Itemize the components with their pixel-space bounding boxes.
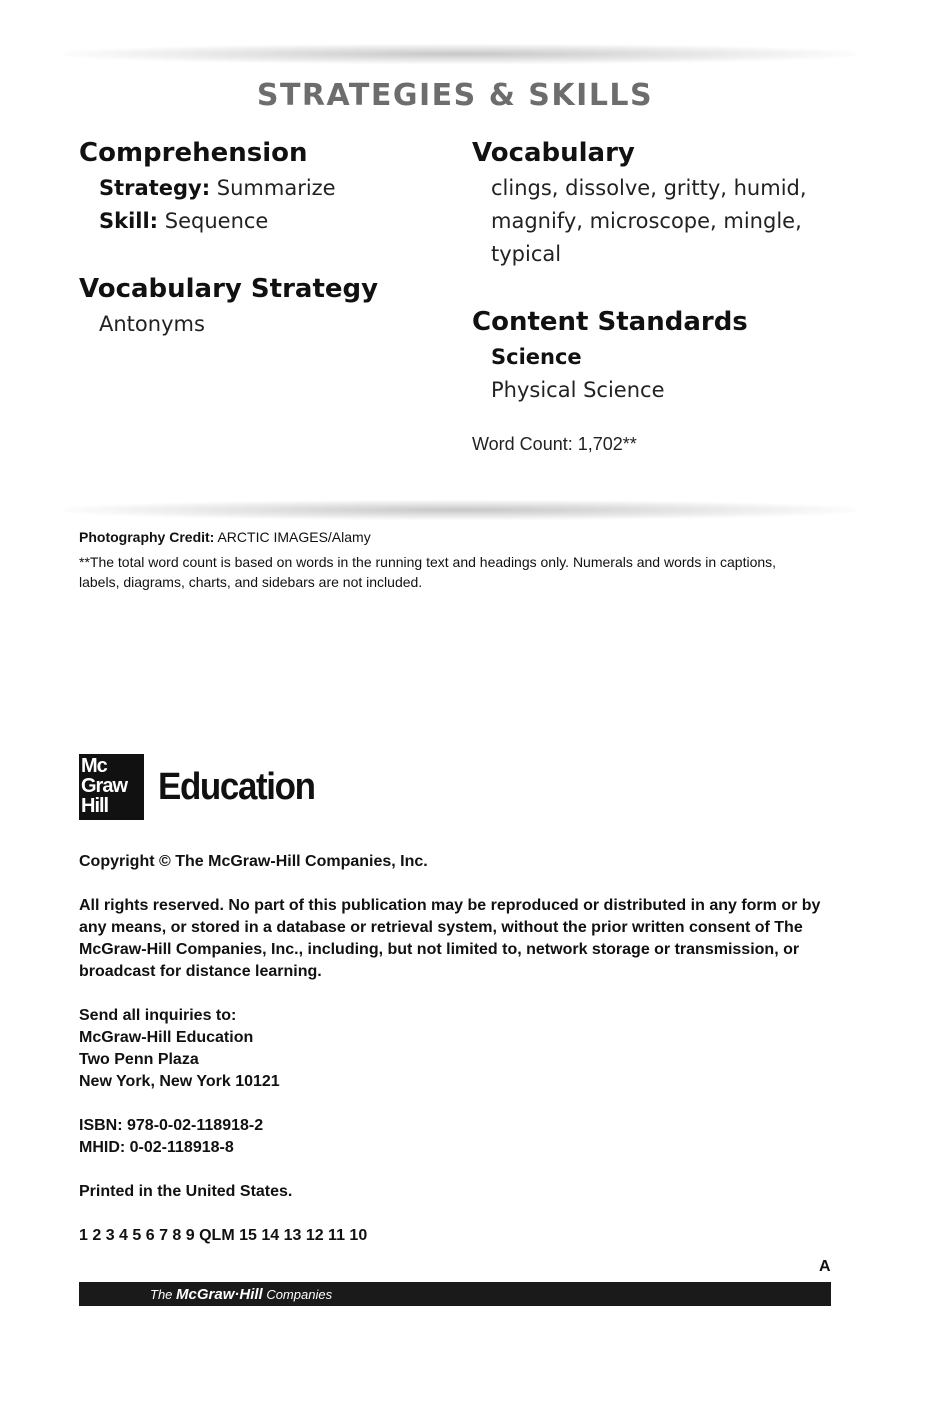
strategy-label: Strategy: [99, 176, 211, 200]
vocabulary-line-2: magnify, microscope, mingle, [491, 209, 802, 233]
page-letter: A [819, 1258, 831, 1275]
photo-credit-label: Photography Credit: [79, 529, 215, 545]
inquiries-address [79, 1005, 824, 1093]
vocabulary-line-1: clings, dissolve, gritty, humid, [491, 176, 807, 200]
content-standards-area: Physical Science [491, 378, 665, 402]
strategy-line [99, 172, 336, 205]
footer-brand: McGraw·Hill [176, 1286, 263, 1303]
footer-prefix: The [150, 1287, 177, 1302]
comprehension-heading: Comprehension [79, 138, 308, 168]
address-line-3: Two Penn Plaza [79, 1051, 199, 1068]
mcgraw-hill-logo [79, 754, 144, 820]
footer-company-name [150, 1286, 332, 1303]
word-count-note: **The total word count is based on words in the running text and headings only. Numerals and words in captions, labels, diagrams, charts, and sidebars are not included. [79, 554, 777, 590]
rights-statement: All rights reserved. No part of this publication may be reproduced or distributed in any form or by any means, or stored in a database or retrieval system, without the prior written consent of The McGraw-Hill Companies, Inc., including, but not limited to, network storage or transmission, or broadcast for distance learning. [79, 897, 821, 980]
mhid: MHID: 0-02-118918-8 [79, 1139, 234, 1156]
logo-line-hill: Hill [81, 795, 109, 817]
panel-title: STRATEGIES & SKILLS [256, 78, 654, 113]
strategy-value: Summarize [210, 176, 336, 200]
panel-top-shadow [65, 44, 855, 64]
content-standards-heading: Content Standards [472, 307, 748, 337]
vocabulary-strategy-value: Antonyms [99, 312, 205, 336]
content-standards-subject: Science [491, 345, 582, 369]
photo-credit-value: ARCTIC IMAGES/Alamy [214, 529, 371, 545]
skill-label: Skill: [99, 209, 159, 233]
skill-value: Sequence [158, 209, 269, 233]
address-line-4: New York, New York 10121 [79, 1073, 280, 1090]
vocabulary-heading: Vocabulary [472, 138, 635, 168]
vocabulary-strategy-heading: Vocabulary Strategy [79, 274, 379, 304]
address-line-2: McGraw-Hill Education [79, 1029, 254, 1046]
footer-suffix: Companies [262, 1287, 333, 1302]
vocabulary-line-3: typical [491, 242, 562, 266]
printing-line: 1 2 3 4 5 6 7 8 9 QLM 15 14 13 12 11 10 [79, 1227, 368, 1244]
isbn: ISBN: 978-0-02-118918-2 [79, 1117, 264, 1134]
panel-bottom-shadow [65, 500, 855, 520]
word-count: Word Count: 1,702** [472, 434, 637, 454]
logo-line-mc: Mc [81, 755, 107, 777]
copyright-line: Copyright © The McGraw-Hill Companies, Inc. [79, 853, 428, 870]
logo-line-graw: Graw [81, 775, 128, 797]
printed-in: Printed in the United States. [79, 1183, 293, 1200]
skill-line [99, 205, 268, 238]
logo-education-word: Education [158, 766, 315, 808]
photo-credit [79, 529, 371, 545]
address-line-1: Send all inquiries to: [79, 1007, 237, 1024]
footer-bar [79, 1282, 831, 1306]
